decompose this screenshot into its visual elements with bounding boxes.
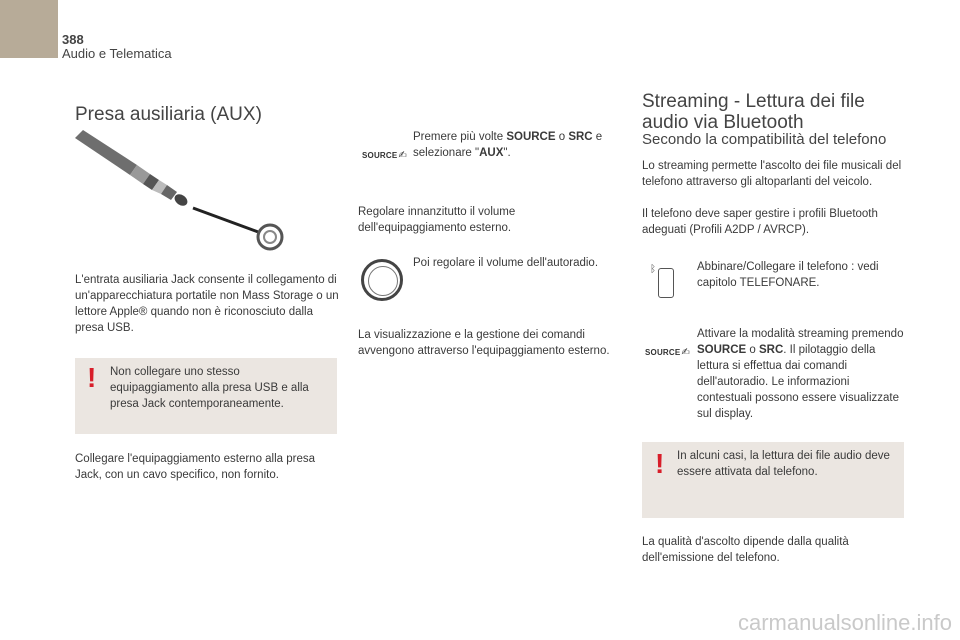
warning-icon: !: [87, 362, 97, 393]
aux-adjust-external: Regolare innanzitutto il volume dell'equipaggiamento esterno.: [358, 206, 516, 234]
bt-quality: La qualità d'ascolto dipende dalla qualità dell'emissione del telefono.: [642, 536, 849, 564]
bt-note-box: [642, 442, 904, 518]
aux-connect: Collegare l'equipaggiamento esterno alla presa Jack, con un cavo specifico, non fornito.: [75, 453, 316, 481]
aux-adjust-radio: Poi regolare il volume dell'autoradio.: [413, 257, 599, 269]
aux-step-source: Premere più volte SOURCE o SRC e selezionare "AUX".: [413, 131, 603, 159]
jack-plug-illustration: [75, 130, 295, 255]
warning-icon-bt: !: [655, 448, 665, 479]
bt-pair: Abbinare/Collegare il telefono : vedi capitolo TELEFONARE.: [697, 261, 879, 289]
bt-activate: Attivare la modalità streaming premendo SOURCE o SRC. Il pilotaggio della lettura si effettua dai comandi dell'autoradio. Le informazioni contestuali possono essere visualizzate sul display.: [697, 328, 904, 420]
source-button-icon: SOURCE✍: [362, 150, 408, 161]
aux-warning-box: [75, 358, 337, 434]
page-number: 388: [62, 32, 84, 47]
bt-subtitle: Secondo la compatibilità del telefono: [642, 131, 887, 148]
aux-socket-icon: [258, 225, 282, 249]
aux-display-mgmt: La visualizzazione e la gestione dei comandi avvengono attraverso l'equipaggiamento esterno.: [358, 329, 610, 357]
volume-knob-icon: [361, 259, 403, 301]
bt-profiles: Il telefono deve saper gestire i profili Bluetooth adeguati (Profili A2DP / AVRCP).: [642, 208, 878, 236]
section-name: Audio e Telematica: [62, 46, 172, 61]
phone-icon: [658, 268, 674, 298]
aux-intro: L'entrata ausiliaria Jack consente il collegamento di un'apparecchiatura portatile non Mass Storage o un lettore Apple® quando non è riconosciuto dalla presa USB.: [75, 274, 339, 334]
jack-plug-icon: [75, 130, 261, 233]
bt-intro: Lo streaming permette l'ascolto dei file musicali del telefono attraverso gli altoparlanti del veicolo.: [642, 160, 902, 188]
aux-title: Presa ausiliaria (AUX): [75, 104, 262, 125]
bt-note-text: In alcuni casi, la lettura dei file audio deve essere attivata dal telefono.: [677, 450, 890, 478]
bt-title: Streaming - Lettura dei file audio via Bluetooth: [642, 91, 865, 133]
source-button-icon-bt: SOURCE✍: [645, 347, 691, 358]
page-tab: [0, 0, 58, 58]
aux-warning-text: Non collegare uno stesso equipaggiamento alla presa USB e alla presa Jack contemporaneamente.: [110, 366, 309, 410]
bluetooth-icon: ᛒ: [650, 264, 656, 275]
watermark: carmanualsonline.info: [737, 610, 952, 635]
